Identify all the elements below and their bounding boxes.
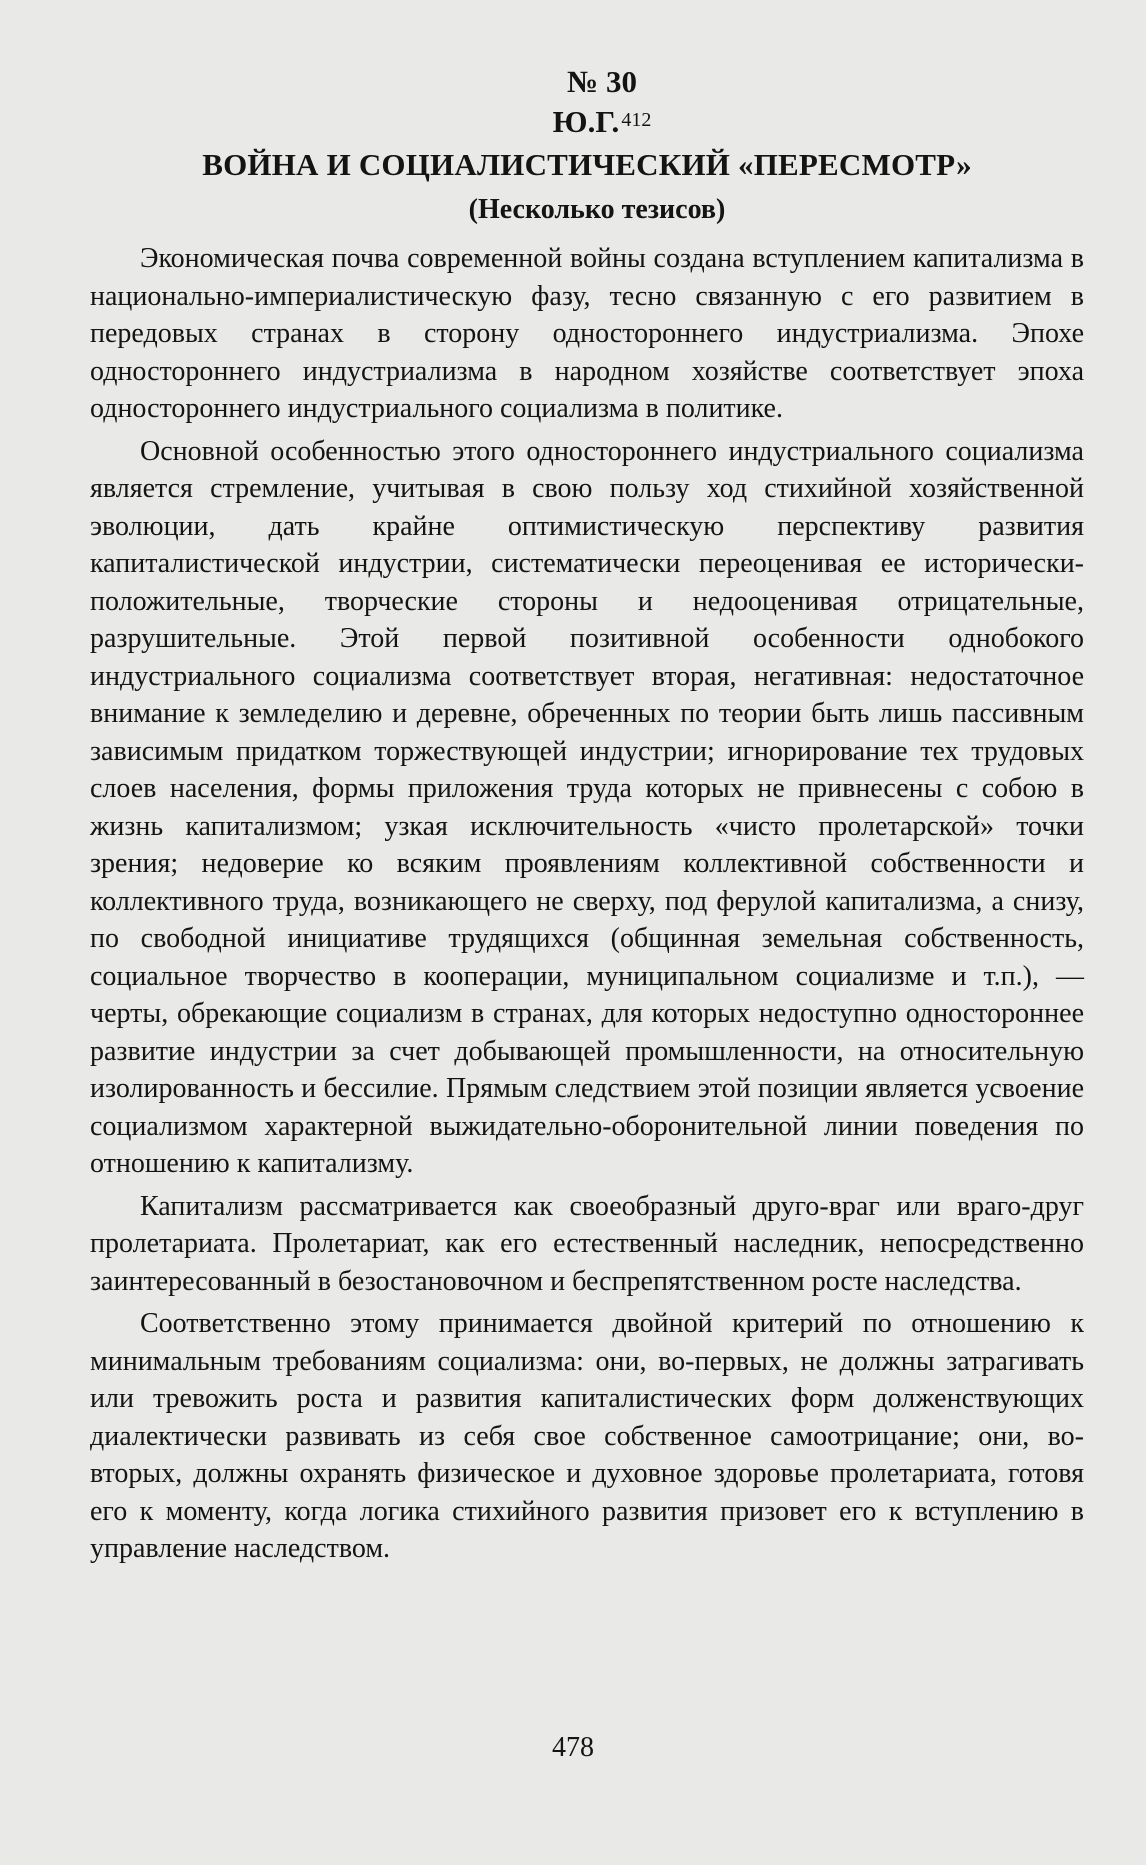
document-number: № 30 bbox=[567, 64, 637, 99]
page-number: 478 bbox=[552, 1732, 594, 1763]
document-subtitle: (Несколько тезисов) bbox=[468, 194, 726, 225]
document-header bbox=[90, 62, 1084, 230]
document-title: ВОЙНА И СОЦИАЛИСТИЧЕСКИЙ «ПЕРЕСМОТР» bbox=[202, 147, 972, 182]
footnote-reference: 412 bbox=[621, 109, 652, 131]
paragraph: Экономическая почва современной войны создана вступлением капитализма в национально-империалистическую фазу, тесно связанную с его развитием в передовых странах в сторону одностороннего индустриализма. Эпохе одностороннего индустриализма в народном хозяйстве соответствует эпоха одностороннего индустриального социализма в политике. bbox=[90, 243, 1084, 424]
paragraph: Капитализм рассматривается как своеобразный друго-враг или враго-друг пролетариата. Пролетариат, как его естественный наследник, непосредственно заинтересованный в безостановочном и беспрепятственном росте наследства. bbox=[90, 1190, 1084, 1297]
author-initials bbox=[120, 102, 1084, 142]
document-body bbox=[90, 240, 1084, 1568]
author-name: Ю.Г. bbox=[552, 104, 620, 139]
paragraph: Соответственно этому принимается двойной критерий по отношению к минимальным требованиям социализма: они, во-первых, не должны затрагивать или тревожить роста и развития капиталистических форм долженствующих диалектически развивать из себя свое собственное самоотрицание; они, во-вторых, должны охранять физическое и духовное здоровье пролетариата, готовя его к моменту, когда логика стихийного развития призовет его к вступлению в управление наследством. bbox=[90, 1308, 1084, 1564]
paragraph: Основной особенностью этого одностороннего индустриального социализма является стремление, учитывая в свою пользу ход стихийной хозяйственной эволюции, дать крайне оптимистическую перспективу развития капиталистической индустрии, систематически переоценивая ее исторически-положительные, творческие стороны и недооценивая отрицательные, разрушительные. Этой первой позитивной особенности однобокого индустриального социализма соответствует вторая, негативная: недостаточное внимание к земледелию и деревне, обреченных по теории быть лишь пассивным зависимым придатком торжествующей индустрии; игнорирование тех трудовых слоев населения, формы приложения труда которых не привнесены с собою в жизнь капитализмом; узкая исключительность «чисто пролетарской» точки зрения; недоверие ко всяким проявлениям коллективной собственности и коллективного труда, возникающего не сверху, под ферулой капитализма, а снизу, по свободной инициативе трудящихся (общинная земельная собственность, социальное творчество в кооперации, муниципальном социализме и т.п.), — черты, обрекающие социализм в странах, для которых недоступно одностороннее развитие индустрии за счет добывающей промышленности, на относительную изолированность и бессилие. Прямым следствием этой позиции является усвоение социализмом характерной выжидательно-оборонительной линии поведения по отношению к капитализму. bbox=[90, 435, 1084, 1179]
